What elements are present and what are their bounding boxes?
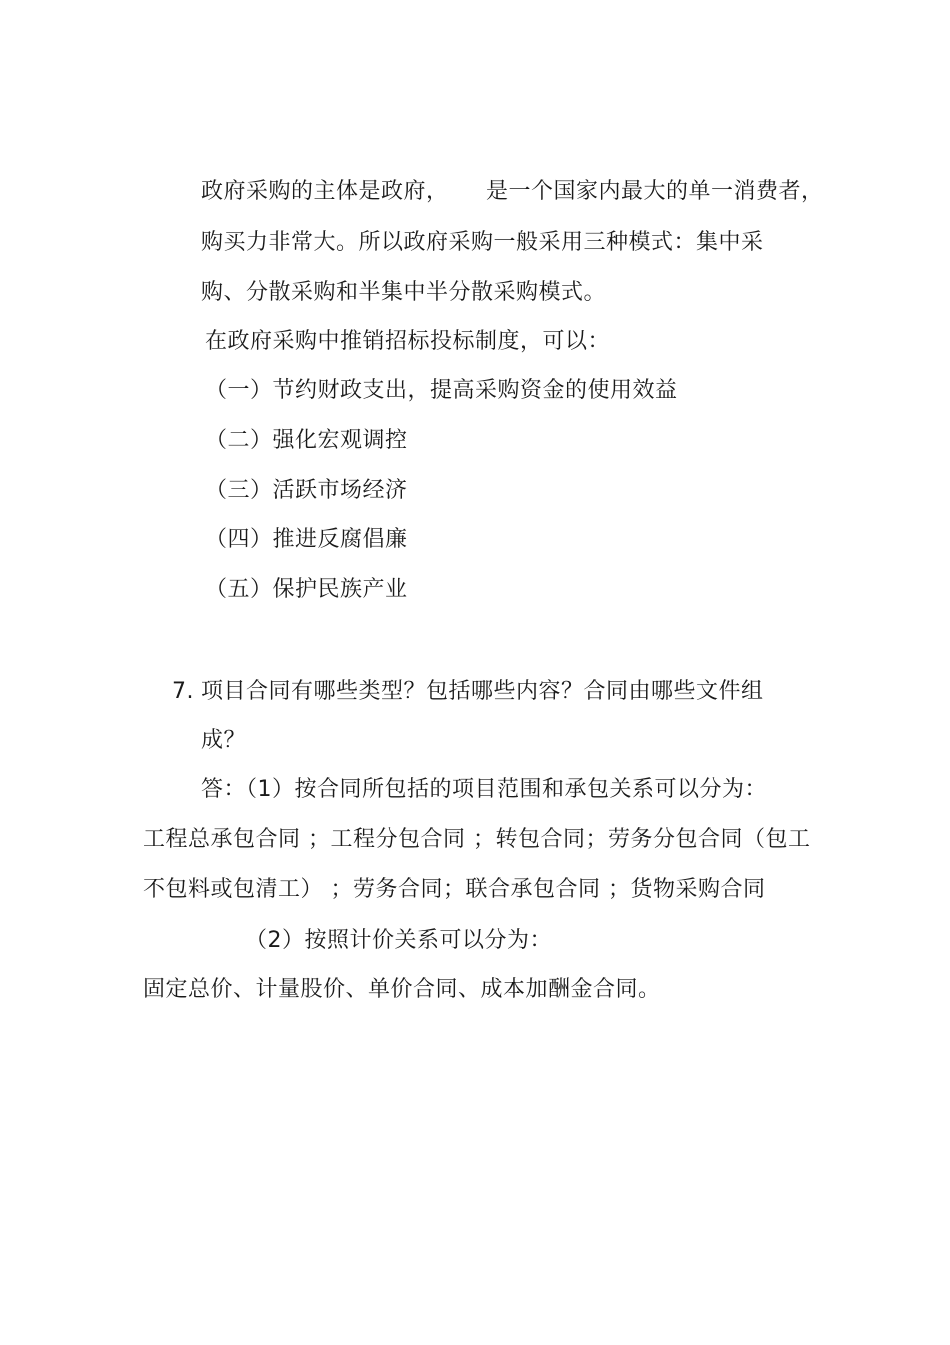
benefit-item: （三）活跃市场经济 [205, 478, 408, 503]
answer-part1-line2: 不包料或包清工） ；劳务合同；联合承包合同 ；货物采购合同 [143, 877, 766, 902]
paragraph1-line3: 购、分散采购和半集中半分散采购模式。 [201, 280, 607, 305]
paragraph2-intro: 在政府采购中推销招标投标制度，可以： [205, 329, 611, 354]
question7-number: 7. [172, 679, 194, 704]
answer-part1-line1: 工程总承包合同 ；工程分包合同 ；转包合同；劳务分包合同（包工 [143, 827, 811, 852]
benefit-item: （四）推进反腐倡廉 [205, 527, 408, 552]
question7-line1: 项目合同有哪些类型？包括哪些内容？合同由哪些文件组 [201, 679, 764, 704]
benefit-item: （五）保护民族产业 [205, 577, 408, 602]
answer-part2-intro: （2）按照计价关系可以分为： [245, 928, 552, 953]
question7-line2: 成？ [201, 728, 247, 753]
benefit-item: （二）强化宏观调控 [205, 428, 408, 453]
answer-part1-intro: 答：（1）按合同所包括的项目范围和承包关系可以分为： [201, 777, 767, 802]
paragraph1-line2: 购买力非常大。所以政府采购一般采用三种模式：集中采 [201, 230, 764, 255]
paragraph1-line1: 政府采购的主体是政府， 是一个国家内最大的单一消费者， [201, 179, 824, 204]
benefit-item: （一）节约财政支出，提高采购资金的使用效益 [205, 378, 678, 403]
answer-part2-line1: 固定总价、计量股价、单价合同、成本加酬金合同。 [143, 977, 661, 1002]
